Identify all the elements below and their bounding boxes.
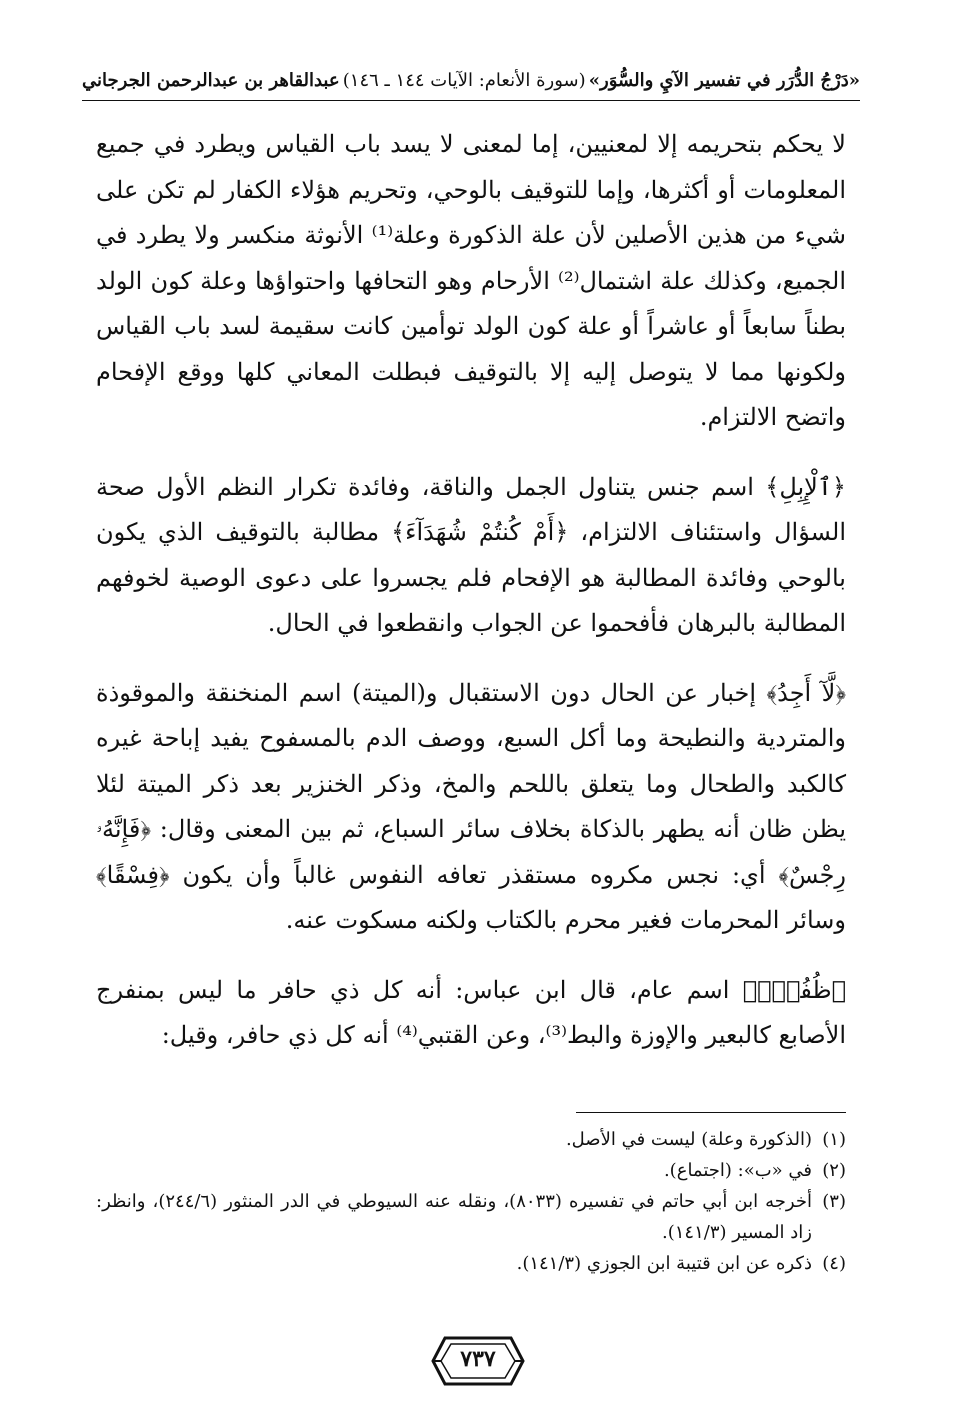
paragraph-2: ﴿ٱلْإِبِلِ﴾ اسم جنس يتناول الجمل والناقة، وفائدة تكرار النظم الأول صحة السؤال واستئناف الالتزام، ﴿أَمْ كُنتُمْ شُهَدَآءَ﴾ مطالبة بالتوقيف الذي يكون بالوحي وفائدة المطالبة هو الإفحام فلم يجسروا على دعوى الوصية لخوفهم المطالبة بالبرهان فأفحموا عن الجواب وانقطعوا في الحال. [96, 472, 846, 637]
footnote-text: (الذكورة وعلة) ليست في الأصل. [565, 1129, 812, 1150]
header-section: (سورة الأنعام: الآيات ١٤٤ ـ ١٤٦) [342, 69, 586, 91]
paragraph-3: ﴿لَّآ أَجِدُ﴾ إخبار عن الحال دون الاستقبال و(الميتة) اسم المنخنقة والموقوذة والمتردية والنطيحة وما أكل السبع، ووصف الدم بالمسفوح يفيد إباحة غيره كالكبد والطحال وما يتعلق باللحم والمخ، وذكر الخنزير بعد ذكر الميتة لئلا يظن ظان أنه يطهر بالذكاة بخلاف سائر السباع، ثم بين المعنى وقال: ﴿فَإِنَّهُۥ رِجْسٌ﴾ أي: نجس مكروه مستقذر تعافه النفوس غالباً وأن يكون ﴿فِسْقًا﴾ وسائر المحرمات فغير محرم بالكتاب ولكنه مسكوت عنه. [96, 678, 846, 934]
page-number-ornament [431, 1334, 525, 1388]
main-text [96, 122, 846, 1083]
footnote-text: ذكره عن ابن قتيبة ابن الجوزي (١٤١/٣). [516, 1253, 812, 1274]
footnote-number: (٣) [822, 1191, 846, 1212]
footnote-number: (١) [822, 1129, 846, 1150]
header-author: عبدالقاهر بن عبدالرحمن الجرجاني [82, 69, 340, 91]
footnote-text: في «ب»: (اجتماع). [663, 1160, 812, 1181]
footnotes [96, 1124, 846, 1279]
footnote-3 [96, 1186, 846, 1248]
footnote-text: أخرجه ابن أبي حاتم في تفسيره (٨٠٣٣)، ونقله عنه السيوطي في الدر المنثور (٢٤٤/٦)، وانظر: زاد المسير (١٤١/٣). [96, 1191, 812, 1243]
header-book-title: «دَرْجُ الدُّرَر في تفسير الآيِ والسُّوَر» [588, 69, 860, 91]
footnotes-rule [576, 1112, 846, 1113]
footnote-4 [96, 1248, 846, 1279]
running-header [82, 62, 860, 98]
page-number: ٧٣٧ [460, 1346, 496, 1372]
header-rule [82, 100, 860, 101]
footnote-number: (٤) [822, 1253, 846, 1274]
footnote-1 [96, 1124, 846, 1155]
footnote-2 [96, 1155, 846, 1186]
paragraph-1: لا يحكم بتحريمه إلا لمعنيين، إما لمعنى لا يسد باب القياس ويطرد في جميع المعلومات أو أكثرها، وإما للتوقيف بالوحي، وتحريم هؤلاء الكفار لم تكن على شيء من هذين الأصلين لأن علة الذكورة وعلة⁽¹⁾ الأنوثة منكسر ولا يطرد في الجميع، وكذلك علة اشتمال⁽²⁾ الأرحام وهو التحافها واحتواؤها وعلة كون الولد بطناً سابعاً أو عاشراً أو علة كون الولد توأمين كانت سقيمة لسد باب القياس ولكونها مما لا يتوصل إليه إلا بالتوقيف فبطلت المعاني كلها ووقع الإفحام واتضح الالتزام. [96, 130, 847, 431]
footnote-number: (٢) [822, 1160, 846, 1181]
paragraph-4: ﴿ظُفُرٍۖ﴾ اسم عام، قال ابن عباس: أنه كل ذي حافر ما ليس بمنفرج الأصابع كالبعير والإوزة والبط⁽³⁾، وعن القتبي⁽⁴⁾ أنه كل ذي حافر، وقيل: [96, 975, 846, 1049]
